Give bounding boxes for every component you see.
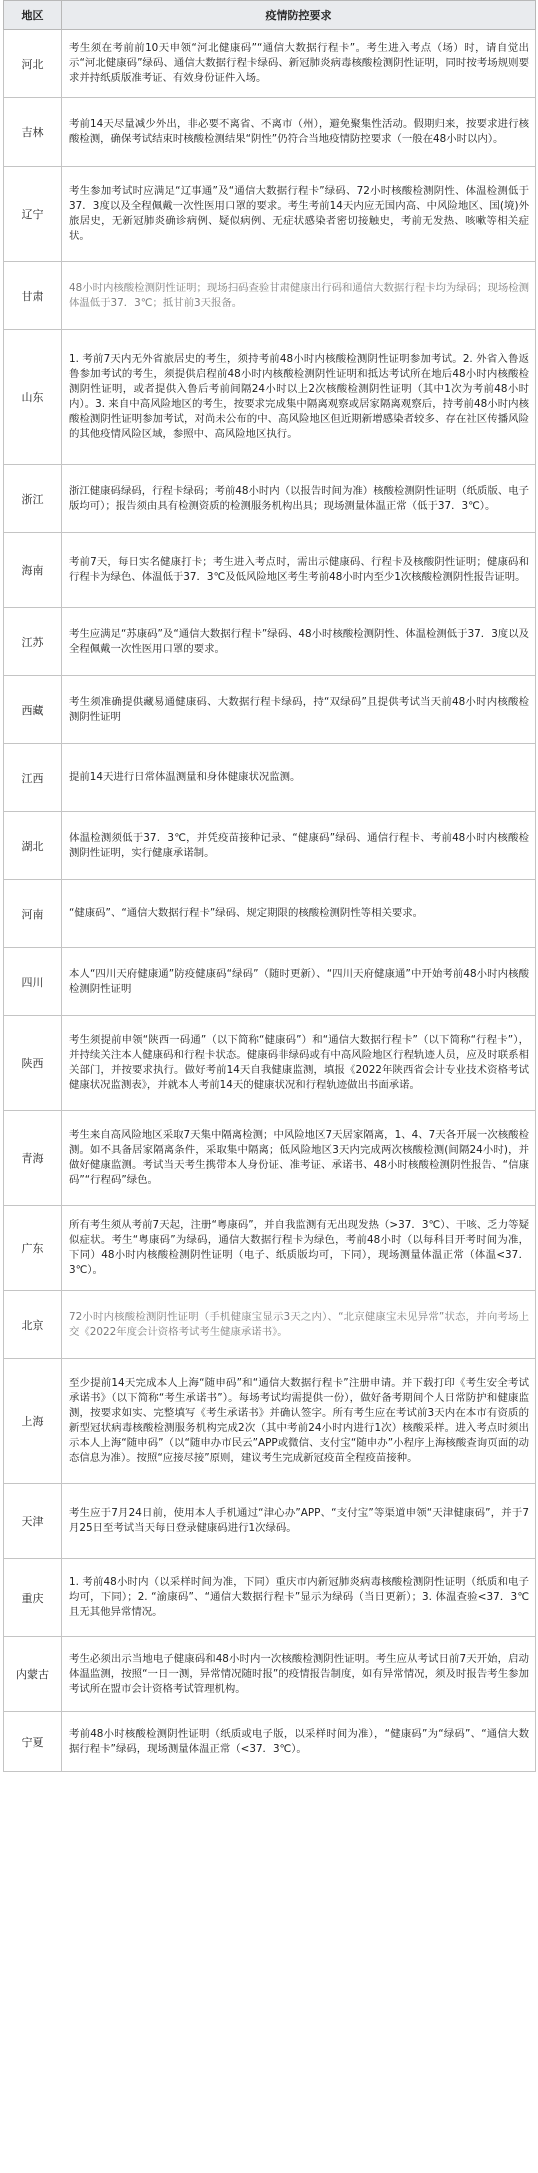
requirement-cell: 本人“四川天府健康通”防疫健康码“绿码”（随时更新）、“四川天府健康通”中开始考前48小时内核酸检测阴性证明 — [62, 948, 536, 1016]
requirement-cell: 48小时内核酸检测阴性证明；现场扫码查验甘肃健康出行码和通信大数据行程卡均为绿码；现场检测体温低于37．3℃；抵甘前3天报备。 — [62, 262, 536, 330]
requirement-cell: 考生须在考前前10天申领“河北健康码”“通信大数据行程卡”。考生进入考点（场）时，请自觉出示“河北健康码”绿码、通信大数据行程卡绿码、新冠肺炎病毒核酸检测阴性证明，同时按考场规则要求并持纸质版准考证、有效身份证件入场。 — [62, 30, 536, 98]
table-row — [4, 465, 536, 533]
requirements-table-wrapper — [3, 0, 535, 2173]
region-cell: 内蒙古 — [4, 1637, 62, 1712]
table-row — [4, 98, 536, 167]
region-cell: 四川 — [4, 948, 62, 1016]
region-cell: 辽宁 — [4, 167, 62, 262]
region-cell: 江西 — [4, 744, 62, 812]
epidemic-requirements-table — [3, 0, 536, 1772]
region-cell: 河南 — [4, 880, 62, 948]
table-row — [4, 1637, 536, 1712]
requirement-cell: 考生应满足“苏康码”及“通信大数据行程卡”绿码、48小时核酸检测阴性、体温检测低于37．3度以及全程佩戴一次性医用口罩的要求。 — [62, 608, 536, 676]
table-row — [4, 1359, 536, 1484]
requirement-cell: 至少提前14天完成本人上海“随申码”和“通信大数据行程卡”注册申请。并下载打印《考生安全考试承诺书》（以下简称“考生承诺书”）。每场考试均需提供一份），做好备考期间个人日常防护和健康监测，按要求如实、完整填写《考生承诺书》并确认签字。所有考生应在考试前3天内在本市有资质的新型冠状病毒核酸检测服务机构完成2次（其中考前24小时内进行1次）核酸采样。进入考点时须出示本人上海“随申码”（以“随申办市民云”APP或微信、支付宝“随申办”小程序上海核酸查询页面的动态信息为准）。按照“应接尽接”原则，建议考生完成新冠疫苗全程疫苗接种。 — [62, 1359, 536, 1484]
requirement-cell: 所有考生须从考前7天起，注册“粤康码”，并自我监测有无出现发热（>37．3℃）、干咳、乏力等疑似症状。考生“粤康码”为绿码，通信大数据行程卡为绿色，考前48小时（以每科目开考时间为准，下同）48小时内核酸检测阴性证明（电子、纸质版均可，下同），现场测量体温正常（体温<37．3℃）。 — [62, 1206, 536, 1291]
region-cell: 上海 — [4, 1359, 62, 1484]
requirement-cell: 考生必须出示当地电子健康码和48小时内一次核酸检测阴性证明。考生应从考试日前7天开始，启动体温监测，按照“一日一测，异常情况随时报”的疫情报告制度，如有异常情况，须及时报告考生参加考试所在盟市会计资格考试管理机构。 — [62, 1637, 536, 1712]
table-row — [4, 1016, 536, 1111]
table-row — [4, 608, 536, 676]
region-cell: 湖北 — [4, 812, 62, 880]
region-cell: 青海 — [4, 1111, 62, 1206]
requirement-cell: 考生来自高风险地区采取7天集中隔离检测；中风险地区7天居家隔离，1、4、7天各开展一次核酸检测。如不具备居家隔离条件，采取集中隔离；低风险地区3天内完成两次核酸检测(间隔24小时)，并做好健康监测。考试当天考生携带本人身份证、准考证、承诺书、48小时核酸检测阴性报告、“信康码”“行程码”绿色。 — [62, 1111, 536, 1206]
region-cell: 宁夏 — [4, 1712, 62, 1772]
requirement-cell: 考生参加考试时应满足“辽事通”及“通信大数据行程卡”绿码、72小时核酸检测阴性、体温检测低于37．3度以及全程佩戴一次性医用口罩的要求。考生考前14天内应无国内高、中风险地区、国(境)外旅居史，无新冠肺炎确诊病例、疑似病例、无症状感染者密切接触史，考前无发热、咳嗽等相关症状。 — [62, 167, 536, 262]
table-row — [4, 533, 536, 608]
requirement-cell: 体温检测须低于37．3℃，并凭疫苗接种记录、“健康码”绿码、通信行程卡、考前48小时内核酸检测阴性证明，实行健康承诺制。 — [62, 812, 536, 880]
region-cell: 北京 — [4, 1291, 62, 1359]
requirement-cell: 考前14天尽量减少外出，非必要不离省、不离市（州），避免聚集性活动。假期归来，按要求进行核酸检测，确保考试结束时核酸检测结果“阴性”仍符合当地疫情防控要求（一般在48小时以内）。 — [62, 98, 536, 167]
table-header-row — [4, 1, 536, 30]
table-row — [4, 948, 536, 1016]
requirement-cell: 浙江健康码绿码，行程卡绿码；考前48小时内（以报告时间为准）核酸检测阴性证明（纸质版、电子版均可）；报告须由具有检测资质的检测服务机构出具；现场测量体温正常（低于37．3℃）。 — [62, 465, 536, 533]
table-row — [4, 1484, 536, 1559]
region-cell: 浙江 — [4, 465, 62, 533]
region-cell: 重庆 — [4, 1559, 62, 1637]
region-cell: 山东 — [4, 330, 62, 465]
requirement-cell: 1. 考前7天内无外省旅居史的考生，须持考前48小时内核酸检测阴性证明参加考试。2. 外省入鲁返鲁参加考试的考生，须提供启程前48小时内核酸检测阴性证明和抵达考试所在地后48小时内核酸检测阴性证明，或者提供入鲁后考前间隔24小时以上2次核酸检测阴性证明（其中1次为考前48小时内）。3. 来自中高风险地区的考生，按要求完成集中隔离观察或居家隔离观察后，持考前48小时内核酸检测阴性证明参加考试，对尚未公布的中、高风险地区但近期新增感染者较多、存在社区传播风险的其他疫情风险区域，参照中、高风险地区执行。 — [62, 330, 536, 465]
table-row — [4, 167, 536, 262]
region-cell: 江苏 — [4, 608, 62, 676]
table-row — [4, 330, 536, 465]
table-row — [4, 1291, 536, 1359]
header-region: 地区 — [4, 1, 62, 30]
table-row — [4, 676, 536, 744]
region-cell: 陕西 — [4, 1016, 62, 1111]
requirement-cell: 考生须准确提供藏易通健康码、大数据行程卡绿码，持“双绿码”且提供考试当天前48小时内核酸检测阴性证明 — [62, 676, 536, 744]
table-row — [4, 30, 536, 98]
table-row — [4, 1712, 536, 1772]
region-cell: 西藏 — [4, 676, 62, 744]
requirement-cell: 考生应于7月24日前，使用本人手机通过“津心办”APP、“支付宝”等渠道申领“天津健康码”，并于7月25日至考试当天每日登录健康码进行1次绿码。 — [62, 1484, 536, 1559]
requirement-cell: 考前7天，每日实名健康打卡；考生进入考点时，需出示健康码、行程卡及核酸阴性证明；健康码和行程卡为绿色、体温低于37．3℃及低风险地区考生考前48小时内至少1次核酸检测阴性报告证明。 — [62, 533, 536, 608]
region-cell: 海南 — [4, 533, 62, 608]
table-row — [4, 1111, 536, 1206]
requirement-cell: 考前48小时核酸检测阴性证明（纸质或电子版，以采样时间为准），“健康码”为“绿码”、“通信大数据行程卡”绿码，现场测量体温正常（<37．3℃）。 — [62, 1712, 536, 1772]
requirement-cell: 考生须提前申领“陕西一码通”（以下简称“健康码”）和“通信大数据行程卡”（以下简称“行程卡”），并持续关注本人健康码和行程卡状态。健康码非绿码或有中高风险地区行程轨迹人员，应及时联系相关部门，并按要求执行。做好考前14天自我健康监测，填报《2022年陕西省会计专业技术资格考试健康状况监测表》，并就本人考前14天的健康状况和行程轨迹做出书面承诺。 — [62, 1016, 536, 1111]
table-row — [4, 812, 536, 880]
region-cell: 广东 — [4, 1206, 62, 1291]
header-requirements: 疫情防控要求 — [62, 1, 536, 30]
requirement-cell: 72小时内核酸检测阴性证明（手机健康宝显示3天之内）、“北京健康宝未见异常”状态，并向考场上交《2022年度会计资格考试考生健康承诺书》。 — [62, 1291, 536, 1359]
table-row — [4, 744, 536, 812]
table-row — [4, 262, 536, 330]
region-cell: 甘肃 — [4, 262, 62, 330]
requirement-cell: 提前14天进行日常体温测量和身体健康状况监测。 — [62, 744, 536, 812]
region-cell: 天津 — [4, 1484, 62, 1559]
region-cell: 河北 — [4, 30, 62, 98]
table-row — [4, 880, 536, 948]
table-row — [4, 1559, 536, 1637]
requirement-cell: 1. 考前48小时内（以采样时间为准，下同）重庆市内新冠肺炎病毒核酸检测阴性证明（纸质和电子均可，下同）；2. “渝康码”、“通信大数据行程卡”显示为绿码（当日更新）；3. 体温查验<37．3℃且无其他异常情况。 — [62, 1559, 536, 1637]
table-row — [4, 1206, 536, 1291]
requirement-cell: “健康码”、“通信大数据行程卡”绿码、规定期限的核酸检测阴性等相关要求。 — [62, 880, 536, 948]
region-cell: 吉林 — [4, 98, 62, 167]
